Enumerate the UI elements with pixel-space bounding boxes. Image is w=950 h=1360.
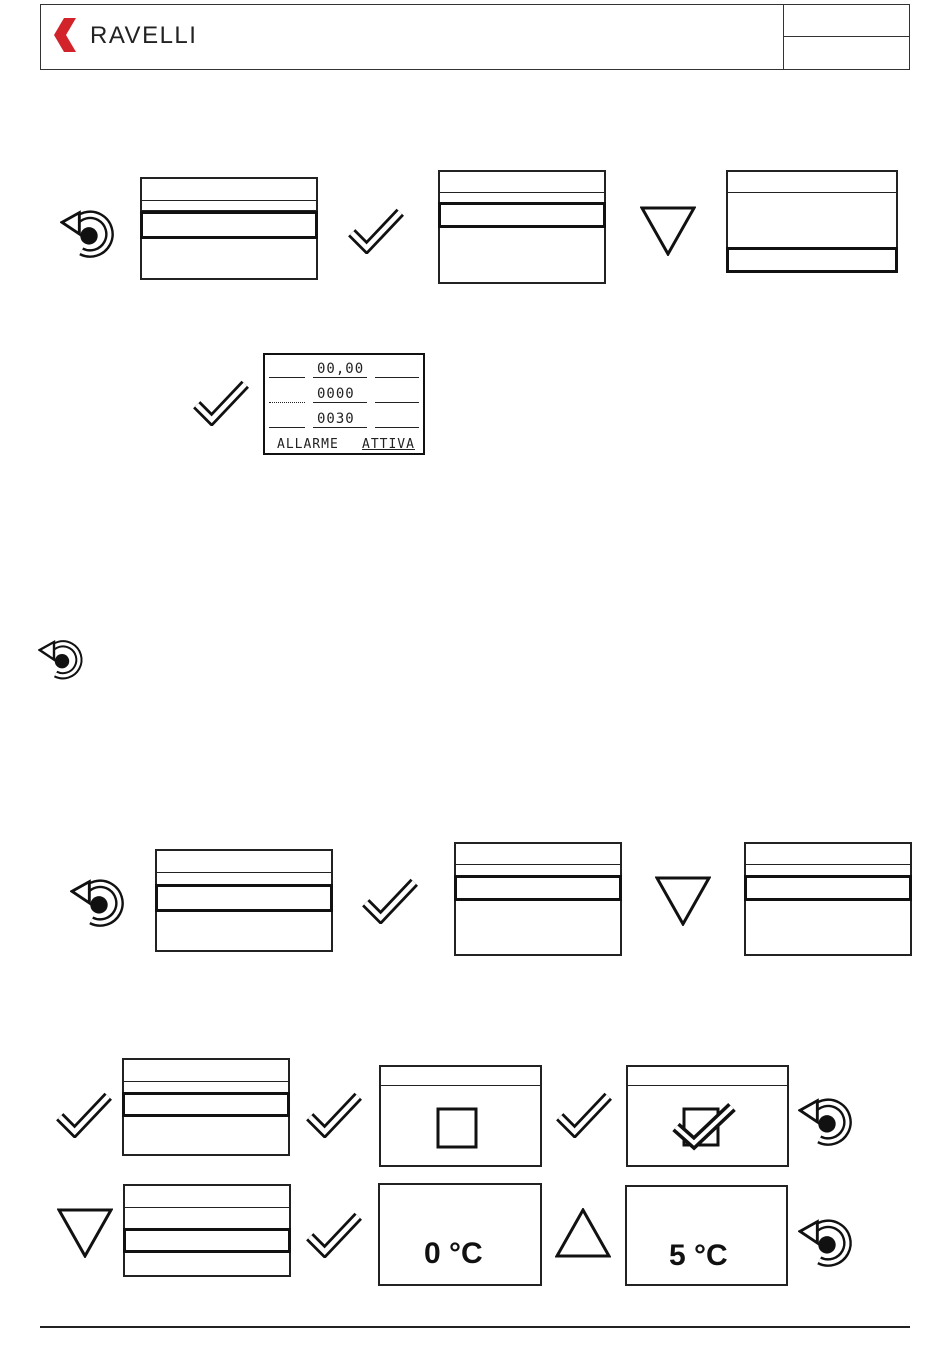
back-icon[interactable] — [798, 1212, 856, 1270]
lcd-status-label: ATTIVA — [362, 437, 415, 452]
menu-title-rule — [454, 864, 622, 865]
menu-selected-row[interactable] — [155, 884, 333, 912]
confirm-check-icon[interactable] — [306, 1210, 362, 1258]
ravelli-logo-icon — [54, 16, 82, 54]
back-icon[interactable] — [38, 634, 86, 682]
confirm-check-icon[interactable] — [56, 1090, 112, 1138]
checkbox-checked-icon[interactable] — [672, 1103, 738, 1149]
menu-title-rule — [438, 192, 606, 193]
menu-title-rule — [155, 872, 333, 873]
up-triangle-icon[interactable] — [555, 1208, 611, 1258]
confirm-check-icon[interactable] — [362, 876, 418, 924]
confirm-check-icon[interactable] — [348, 206, 404, 254]
brand-name: RAVELLI — [90, 22, 198, 49]
menu-selected-row[interactable] — [454, 875, 622, 901]
menu-title-rule — [744, 864, 912, 865]
header-divider — [783, 4, 784, 70]
confirm-check-icon[interactable] — [193, 378, 249, 426]
down-triangle-icon[interactable] — [57, 1208, 113, 1258]
lcd-alarm-screen — [263, 353, 425, 455]
back-icon[interactable] — [60, 203, 118, 261]
menu-title-rule — [123, 1207, 291, 1208]
checkbox-empty-icon[interactable] — [436, 1107, 478, 1149]
menu-title-rule — [726, 192, 898, 193]
menu-selected-row[interactable] — [438, 202, 606, 228]
confirm-check-icon[interactable] — [556, 1090, 612, 1138]
down-triangle-icon[interactable] — [640, 206, 696, 256]
back-icon[interactable] — [798, 1091, 856, 1149]
temperature-value-after: 5 °C — [669, 1239, 728, 1272]
confirm-check-icon[interactable] — [306, 1090, 362, 1138]
lcd-alarm-label: ALLARME — [277, 437, 339, 452]
menu-selected-row[interactable] — [140, 211, 318, 239]
back-icon[interactable] — [70, 872, 128, 930]
menu-title-rule — [140, 200, 318, 201]
menu-selected-row[interactable] — [726, 247, 898, 273]
menu-selected-row[interactable] — [123, 1228, 291, 1253]
lcd-value-1: 00,00 — [317, 361, 365, 377]
down-triangle-icon[interactable] — [655, 876, 711, 926]
menu-selected-row[interactable] — [744, 875, 912, 901]
menu-selected-row[interactable] — [122, 1092, 290, 1117]
menu-title-rule — [379, 1085, 542, 1086]
lcd-value-3: 0030 — [317, 411, 355, 427]
menu-title-rule — [626, 1085, 789, 1086]
menu-title-rule — [122, 1081, 290, 1082]
header-cell-divider — [783, 36, 910, 37]
lcd-value-2: 0000 — [317, 386, 355, 402]
footer-rule — [40, 1326, 910, 1328]
temperature-value-before: 0 °C — [424, 1237, 483, 1270]
